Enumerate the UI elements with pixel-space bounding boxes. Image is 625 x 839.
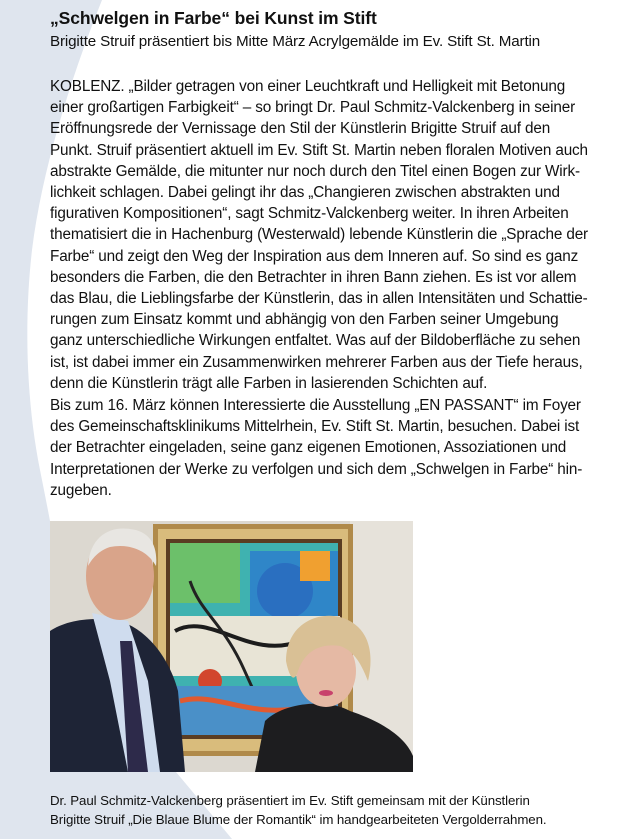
- article-photo: [50, 521, 413, 772]
- article-subtitle: Brigitte Struif präsentiert bis Mitte März Acrylgemälde im Ev. Stift St. Martin: [50, 33, 541, 50]
- text-line: Interpretationen der Werke zu verfolgen und sich dem „Schwelgen in Farbe“ hin-: [50, 460, 583, 478]
- text-line: ist, ist dabei immer ein Zusammenwirken mehrerer Farben aus der Tiefe heraus,: [50, 353, 583, 371]
- article-paragraph-1: [50, 76, 610, 394]
- text-line: KOBLENZ. „Bilder getragen von einer Leuchtkraft und Helligkeit mit Betonung: [50, 78, 566, 95]
- text-line: das Blau, die Lieblingsfarbe der Künstlerin, das in allen Intensitäten und Schattie-: [50, 290, 588, 308]
- text-line: der Betrachter eingeladen, seine ganz eigenen Emotionen, Assoziationen und: [50, 439, 567, 457]
- text-line: ganz unterschiedliche Wirkungen entfaltet. Was auf der Bildoberfläche zu sehen: [50, 332, 581, 350]
- article-title: „Schwelgen in Farbe“ bei Kunst im Stift: [50, 8, 377, 28]
- caption-line: Dr. Paul Schmitz-Valckenberg präsentiert im Ev. Stift gemeinsam mit der Künstlerin: [50, 793, 530, 808]
- text-line: Eröffnungsrede der Vernissage den Stil der Künstlerin Brigitte Struif auf den: [50, 120, 551, 138]
- text-line: einer großartigen Farbigkeit“ – so bringt Dr. Paul Schmitz-Valckenberg in seiner: [50, 99, 576, 117]
- article-paragraph-2: [50, 395, 610, 501]
- text-line: lichkeit schlagen. Dabei gelingt ihr das „Changieren zwischen abstrakten und: [50, 184, 560, 202]
- caption-line: Brigitte Struif „Die Blaue Blume der Romantik“ im handgearbeiteten Vergolderrahmen.: [50, 811, 547, 827]
- text-line: thematisiert die in Hachenburg (Westerwald) lebende Künstlerin die „Sprache der: [50, 226, 588, 244]
- text-line: rungen zum Einsatz kommt und abhängig von den Farben seiner Umgebung: [50, 311, 559, 329]
- text-line: abstrakte Gemälde, die mitunter nur noch durch den Titel einen Bogen zur Wirk-: [50, 162, 580, 180]
- photo-illustration: [50, 521, 413, 772]
- text-line: Farbe“ und zeigt den Weg der Inspiration aus dem Inneren auf. So sind es ganz: [50, 247, 579, 265]
- text-line: des Gemeinschaftsklinikums Mittelrhein, Ev. Stift St. Martin, besuchen. Dabei ist: [50, 418, 580, 436]
- text-line: zugeben.: [50, 481, 112, 499]
- text-line: Bis zum 16. März können Interessierte die Ausstellung „EN PASSANT“ im Foyer: [50, 397, 581, 414]
- text-line: besonders die Farben, die den Betrachter in ihren Bann ziehen. Es ist vor allem: [50, 268, 577, 286]
- text-line: denn die Künstlerin trägt alle Farben in lasierenden Schichten auf.: [50, 374, 488, 392]
- text-line: Punkt. Struif präsentiert aktuell im Ev. Stift St. Martin neben floralen Motiven auch: [50, 141, 588, 159]
- photo-caption: [50, 792, 547, 829]
- text-line: figurativen Kompositionen“, sagt Schmitz-Valckenberg weiter. In ihren Arbeiten: [50, 205, 569, 223]
